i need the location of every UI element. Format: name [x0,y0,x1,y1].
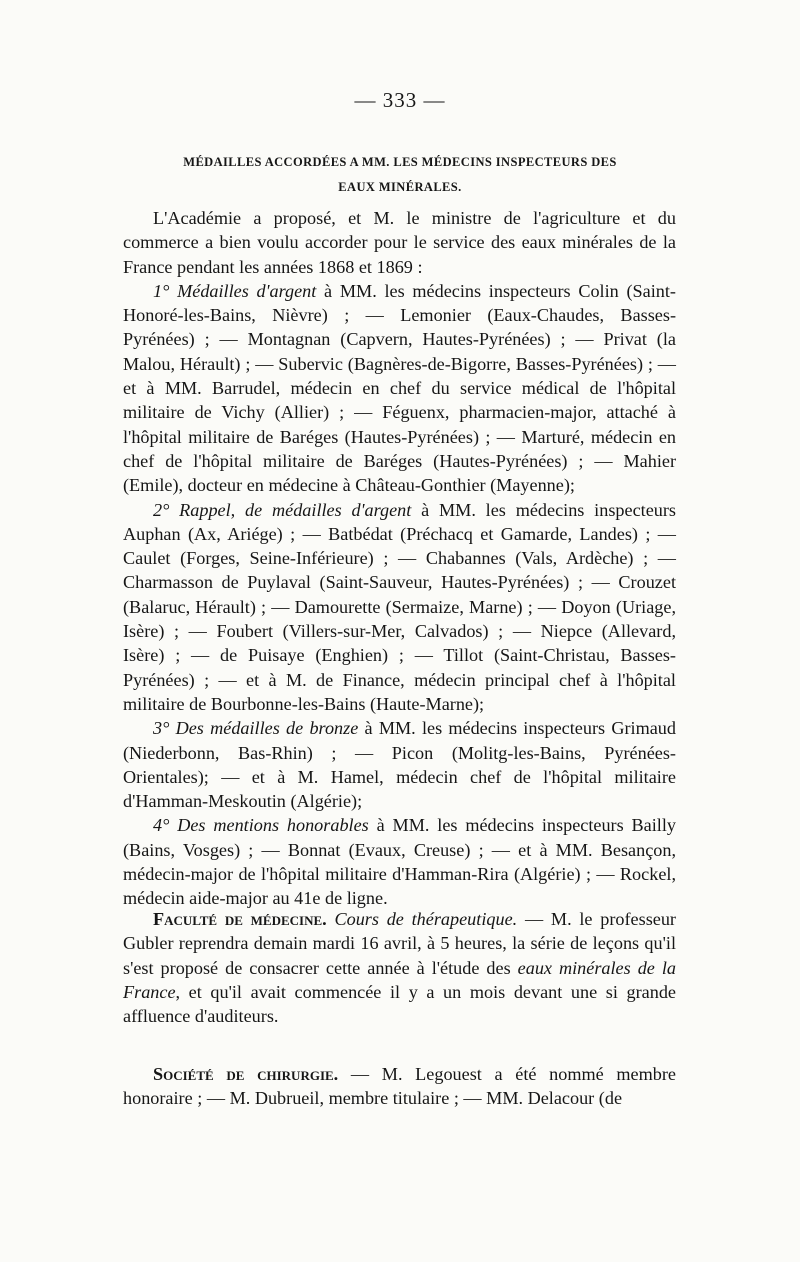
faculte-text-2: , et qu'il avait commencée il y a un mois devant une si grande affluence d'auditeurs. [123,981,676,1027]
faculte-paragraph [123,907,676,1028]
medals-section [123,206,676,911]
faculte-text-1: — M. le professeur Gubler reprendra demain mardi 16 avril, à 5 heures, la série de leçons qu'il s'est proposé de consacrer cette année à l'étude des [123,909,676,978]
societe-title: Société de chirurgie. [153,1064,339,1084]
medals-item-3-text: à MM. les médecins inspecteurs Grimaud (Niederbonn, Bas-Rhin) ; — Picon (Molitg-les-Bains, Pyrénées-Orientales); — et à M. Hamel, médecin chef de l'hôpital militaire d'Hamman-Meskoutin (Algérie); [123,718,676,812]
medals-intro-paragraph: L'Académie a proposé, et M. le ministre de l'agriculture et du commerce a bien voulu accorder pour le service des eaux minérales de la France pendant les années 1868 et 1869 : [123,208,676,277]
medals-item-2-label: 2° Rappel, de médailles d'argent [153,499,412,520]
section-heading-line-2: EAUX MINÉRALES. [338,180,462,194]
section-heading-line-1: MÉDAILLES ACCORDÉES A MM. LES MÉDECINS INSPECTEURS DES [183,155,617,169]
medals-item-2 [123,498,676,717]
medals-item-4-text: à MM. les médecins inspecteurs Bailly (Bains, Vosges) ; — Bonnat (Evaux, Creuse) ; — et à MM. Besançon, médecin-major de l'hôpital militaire d'Hamman-Rira (Algérie) ; — Rockel, médecin aide-major au 41e de ligne. [123,815,677,909]
medals-item-3-label: 3° Des médailles de bronze [153,718,359,739]
medals-item-4-label: 4° Des mentions honorables [153,815,369,836]
societe-paragraph [123,1062,676,1111]
medals-item-3 [123,716,676,813]
medals-item-4 [123,813,676,910]
medals-item-1-label: 1° Médailles d'argent [153,280,317,301]
medals-item-1-text: à MM. les médecins inspecteurs Colin (Saint-Honoré-les-Bains, Nièvre) ; — Lemonier (Eaux-Chaudes, Basses-Pyrénées) ; — Montagnan (Capvern, Hautes-Pyrénées) ; — Privat (la Malou, Hérault) ; — Subervic (Bagnères-de-Bigorre, Basses-Pyrénées) ; — et à MM. Barrudel, médecin en chef du service médical de l'hôpital militaire de Vichy (Allier) ; — Féguenx, pharmacien-major, attaché à l'hôpital militaire de Baréges (Hautes-Pyrénées) ; — Marturé, médecin en chef de l'hôpital militaire de Baréges (Hautes-Pyrénées) ; — Mahier (Emile), docteur en médecine à Château-Gonthier (Mayenne); [123,280,676,496]
faculte-subtitle: Cours de thérapeutique. [334,909,518,929]
faculte-italic-text: eaux minérales de la France [123,957,676,1002]
faculte-section [123,907,676,1028]
page-number: — 333 — [354,88,446,112]
societe-text: — M. Legouest a été nommé membre honoraire ; — M. Dubrueil, membre titulaire ; — MM. Delacour (de [123,1064,676,1109]
societe-section [123,1062,676,1111]
faculte-title: Faculté de médecine. [153,909,327,929]
medals-item-2-text: à MM. les médecins inspecteurs Auphan (Ax, Ariége) ; — Batbédat (Préchacq et Gamarde, Landes) ; — Caulet (Forges, Seine-Inférieure) ; — Chabannes (Vals, Ardèche) ; — Charmasson de Puylaval (Saint-Sauveur, Hautes-Pyrénées) ; — Crouzet (Balaruc, Hérault) ; — Damourette (Sermaize, Marne) ; — Doyon (Uriage, Isère) ; — Foubert (Villers-sur-Mer, Calvados) ; — Niepce (Allevard, Isère) ; — de Puisaye (Enghien) ; — Tillot (Saint-Christau, Basses-Pyrénées) ; — et à M. de Finance, médecin principal chef à l'hôpital militaire de Bourbonne-les-Bains (Haute-Marne); [123,499,676,714]
section-heading [150,150,650,200]
medals-item-1 [123,279,676,498]
